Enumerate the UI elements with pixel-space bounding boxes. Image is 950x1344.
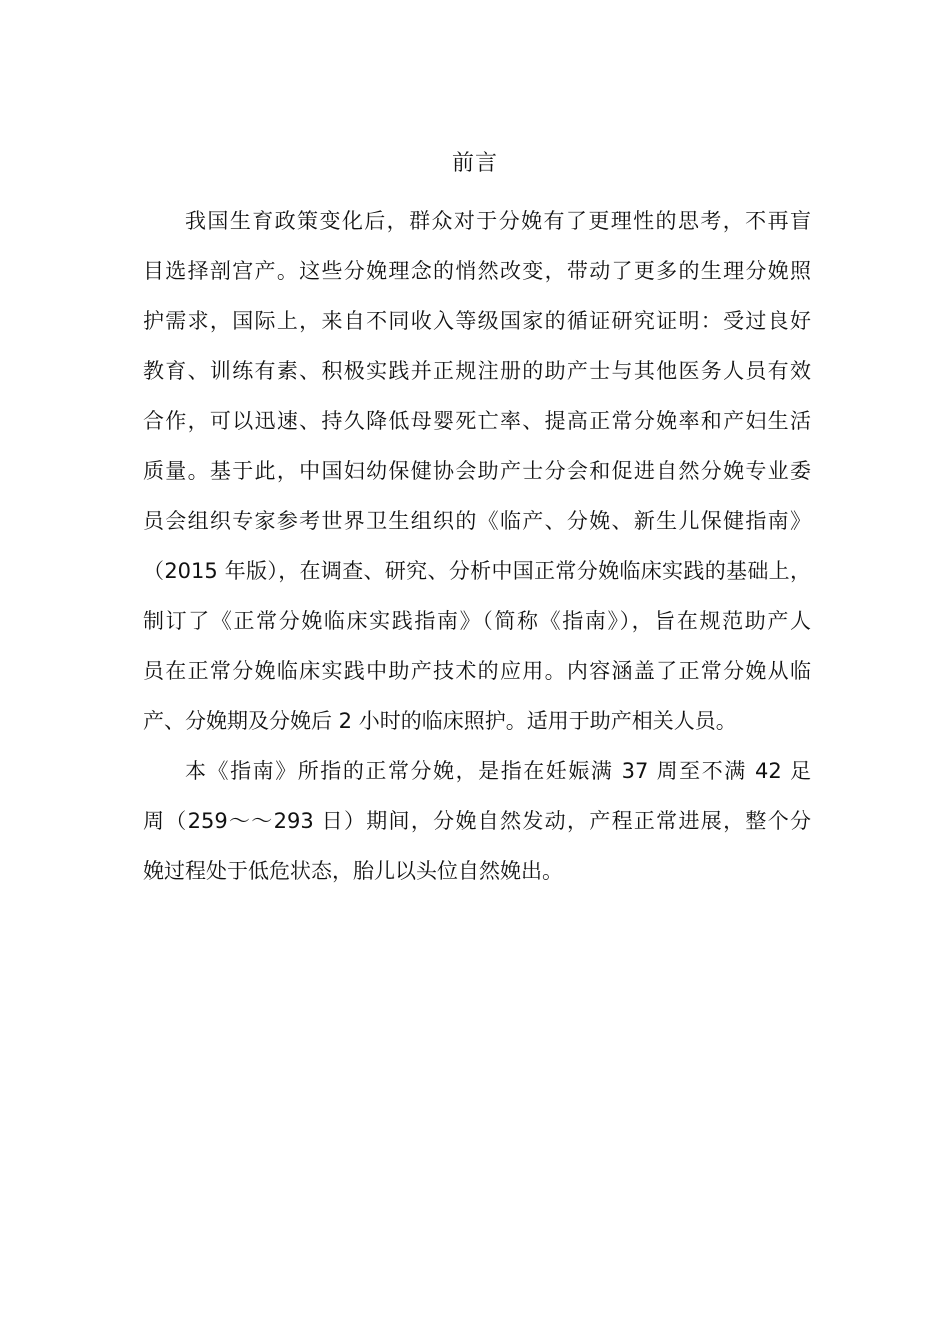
text-line: 我国生育政策变化后，群众对于分娩有了更理性的思考，不再盲	[185, 209, 811, 233]
text-line: 教育、训练有素、积极实践并正规注册的助产士与其他医务人员有效	[143, 359, 811, 383]
text-line: 合作，可以迅速、持久降低母婴死亡率、提高正常分娩率和产妇生活	[143, 409, 811, 433]
page-title: 前言	[451, 151, 498, 176]
text-line: 制订了《正常分娩临床实践指南》（简称《指南》），旨在规范助产人	[143, 609, 811, 633]
paragraph-2	[143, 746, 811, 896]
text-line: 护需求，国际上，来自不同收入等级国家的循证研究证明：受过良好	[143, 309, 811, 333]
document-body	[143, 196, 811, 896]
text-line: 员在正常分娩临床实践中助产技术的应用。内容涵盖了正常分娩从临	[143, 659, 811, 683]
text-line: 周（259～～293 日）期间，分娩自然发动，产程正常进展，整个分	[143, 809, 811, 833]
text-line: 质量。基于此，中国妇幼保健协会助产士分会和促进自然分娩专业委	[143, 459, 811, 483]
text-line: 目选择剖宫产。这些分娩理念的悄然改变，带动了更多的生理分娩照	[143, 259, 811, 283]
text-line: （2015 年版），在调查、研究、分析中国正常分娩临床实践的基础上，	[143, 559, 811, 583]
text-line: 员会组织专家参考世界卫生组织的《临产、分娩、新生儿保健指南》	[143, 509, 811, 533]
text-line: 本《指南》所指的正常分娩，是指在妊娠满 37 周至不满 42 足	[185, 759, 811, 783]
text-line: 产、分娩期及分娩后 2 小时的临床照护。适用于助产相关人员。	[143, 709, 737, 733]
paragraph-1	[143, 196, 811, 746]
text-line: 娩过程处于低危状态，胎儿以头位自然娩出。	[143, 859, 563, 883]
